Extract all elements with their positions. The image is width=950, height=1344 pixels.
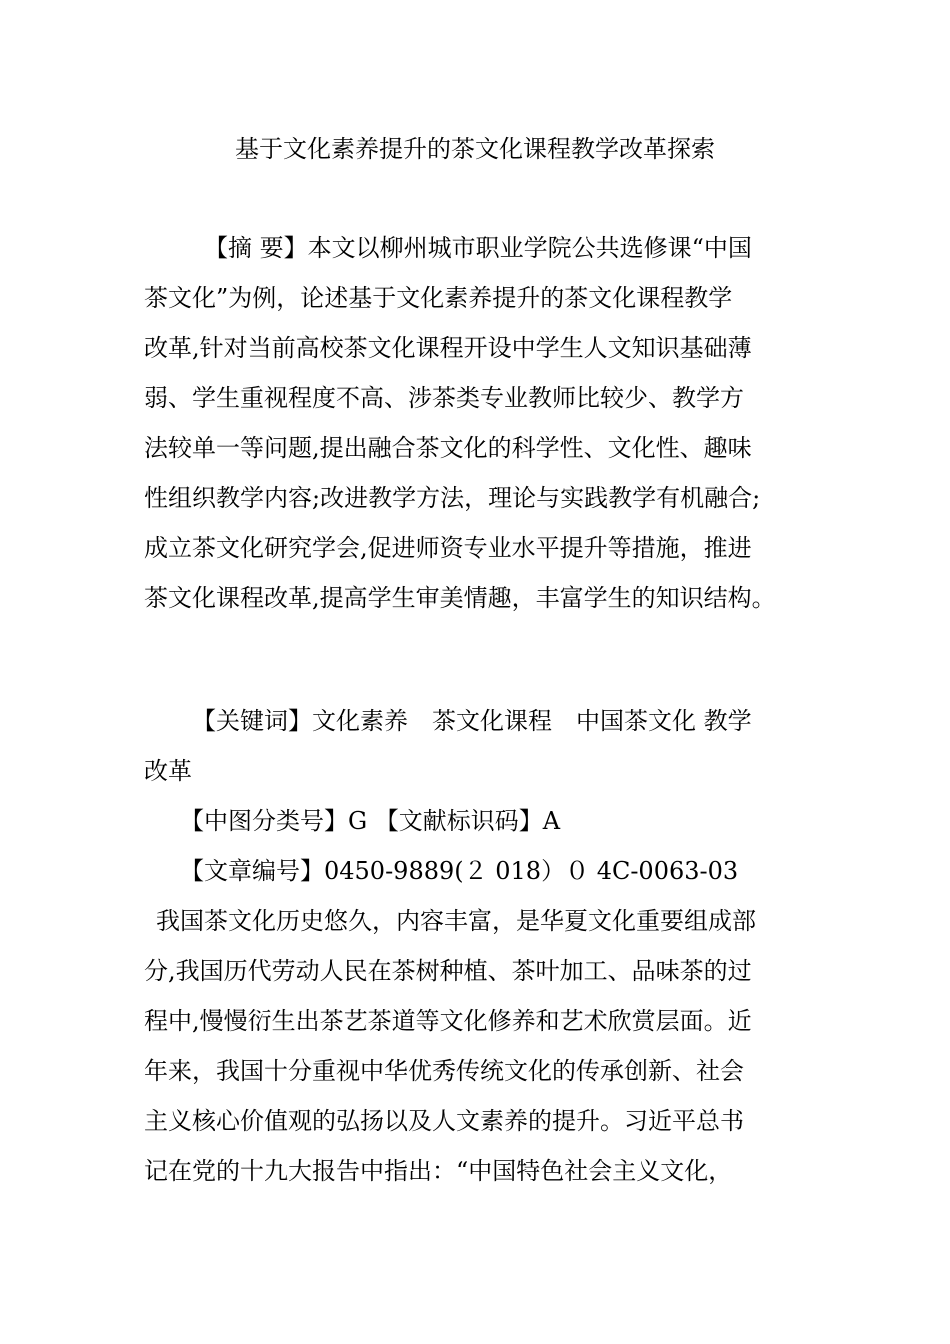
abstract-line: 性组织教学内容;改进教学方法，理论与实践教学有机融合; [144,484,761,512]
abstract-line: 改革,针对当前高校茶文化课程开设中学生人文知识基础薄 [144,334,752,362]
article-number-line: 【文章编号】0450-9889(２ 018）０ 4C-0063-03 [180,857,739,885]
body-line: 分,我国历代劳动人民在茶树种植、茶叶加工、品味茶的过 [144,957,752,985]
body-paragraph [144,896,810,1196]
classification-block [144,796,810,896]
abstract-line: 成立茶文化研究学会,促进师资专业水平提升等措施，推进 [144,534,752,562]
keywords-line: 【关键词】文化素养 茶文化课程 中国茶文化 教学 [192,707,752,735]
abstract-line: 法较单一等问题,提出融合茶文化的科学性、文化性、趣味 [144,434,752,462]
classification-line: 【中图分类号】G 【文献标识码】A [180,807,561,835]
abstract-line: 茶文化”为例，论述基于文化素养提升的茶文化课程教学 [144,284,733,312]
keywords-paragraph [144,696,810,796]
body-line: 年来，我国十分重视中华优秀传统文化的传承创新、社会 [144,1057,744,1085]
document-title: 基于文化素养提升的茶文化课程教学改革探索 [235,135,715,163]
body-line: 我国茶文化历史悠久，内容丰富，是华夏文化重要组成部 [156,907,756,935]
body-line: 主义核心价值观的弘扬以及人文素养的提升。习近平总书 [144,1107,744,1135]
abstract-line: 【摘 要】本文以柳州城市职业学院公共选修课“中国 [204,234,752,262]
abstract-line: 茶文化课程改革,提高学生审美情趣，丰富学生的知识结构。 [144,584,776,612]
abstract-line: 弱、学生重视程度不高、涉茶类专业教师比较少、教学方 [144,384,744,412]
body-line: 记在党的十九大报告中指出：“中国特色社会主义文化， [144,1157,733,1185]
abstract-paragraph [144,223,810,623]
keywords-line: 改革 [144,757,192,785]
body-line: 程中,慢慢衍生出茶艺茶道等文化修养和艺术欣赏层面。近 [144,1007,752,1035]
